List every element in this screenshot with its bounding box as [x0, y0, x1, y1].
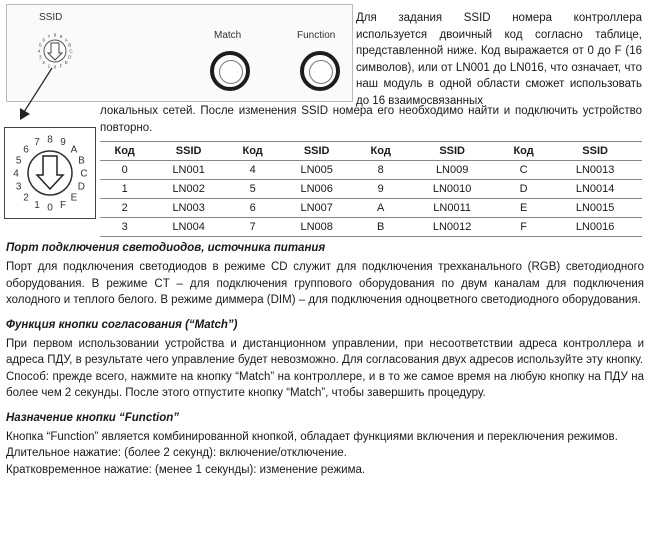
dial-digit: 3	[38, 54, 42, 60]
table-cell: 6	[228, 199, 277, 218]
dial-digit: 8	[47, 134, 53, 146]
header-ssid: SSID	[277, 142, 356, 161]
dial-digit: E	[64, 59, 68, 65]
paragraph: Длительное нажатие: (более 2 секунд): включение/отключение.	[6, 447, 347, 459]
section-title: Порт подключения светодиодов, источника питания	[6, 242, 326, 254]
paragraph: Порт для подключения светодиодов в режиме CD служит для подключения трехканального (RGB) светодиодного оборудования. В режиме CT – для подключения группового оборудования по двум каналам для подключения холодного и теплого белого. В режиме диммера (DIM) – для подключения одноцветного светодиодного оборудования.	[6, 261, 644, 306]
header-code: Код	[228, 142, 277, 161]
table-cell: LN002	[149, 180, 228, 199]
table-cell: LN008	[277, 218, 356, 237]
ssid-table	[100, 141, 642, 237]
table-row	[100, 180, 642, 199]
dial-digit: 7	[47, 33, 51, 39]
table-cell: LN005	[277, 161, 356, 180]
header-code: Код	[100, 142, 149, 161]
dial-digit: 5	[15, 155, 22, 167]
match-button[interactable]	[210, 51, 250, 91]
dial-digit: 2	[23, 192, 29, 204]
table-cell: LN0013	[548, 161, 642, 180]
dial-digit: 0	[47, 202, 53, 214]
dial-digit: B	[68, 42, 72, 48]
dial-digit: 7	[34, 137, 40, 149]
table-cell: LN006	[277, 180, 356, 199]
table-cell: A	[356, 199, 405, 218]
table-cell: 5	[228, 180, 277, 199]
dial-digit: D	[77, 181, 86, 193]
table-cell: 3	[100, 218, 149, 237]
table-cell: LN003	[149, 199, 228, 218]
dial-digit: 2	[42, 59, 45, 65]
dial-digit: 9	[60, 137, 66, 149]
device-figure	[0, 0, 650, 233]
dial-digit: 4	[37, 48, 41, 54]
table-cell: E	[499, 199, 548, 218]
dial-digit: F	[59, 63, 63, 69]
intro-text-continued: локальных сетей. После изменения SSID номера его необходимо найти и подключить устройство повторно.	[100, 105, 642, 134]
intro-text: Для задания SSID номера контроллера используется двоичный код согласно таблице, представленной ниже. Код выражается от 0 до F (16 символов), или от LN001 до LN016, что означает, что наш модуль в одной области сможет использовать до 16 взаимосвязанных	[356, 12, 642, 107]
table-cell: LN0012	[405, 218, 499, 237]
table-cell: LN007	[277, 199, 356, 218]
table-row	[100, 161, 642, 180]
table-header-row	[100, 142, 642, 161]
paragraph: Способ: прежде всего, нажмите на кнопку “Match” на контроллере, и в то же самое время на любую кнопку на ПДУ на более чем 2 секунды. После этого отпустите кнопку “Match”, чтобы завершить процедуру.	[6, 370, 644, 399]
header-ssid: SSID	[149, 142, 228, 161]
arrow-icon	[0, 60, 80, 130]
table-cell: 2	[100, 199, 149, 218]
section-title: Функция кнопки согласования (“Match”)	[6, 318, 238, 331]
dial-digit: 9	[59, 33, 63, 39]
table-row	[100, 218, 642, 237]
dial-digit: 1	[34, 199, 40, 211]
table-cell: D	[499, 180, 548, 199]
dial-digit: 6	[42, 37, 45, 43]
table-cell: 1	[100, 180, 149, 199]
header-code: Код	[356, 142, 405, 161]
dial-digit: A	[70, 144, 78, 156]
function-button[interactable]	[300, 51, 340, 91]
table-cell: LN0011	[405, 199, 499, 218]
dial-digit: C	[69, 48, 73, 54]
dial-digit: 8	[53, 32, 57, 38]
match-label: Match	[214, 30, 242, 41]
header-ssid: SSID	[548, 142, 642, 161]
table-cell: LN0016	[548, 218, 642, 237]
dial-digit: B	[78, 155, 85, 167]
table-cell: C	[499, 161, 548, 180]
table-cell: LN004	[149, 218, 228, 237]
table-cell: LN001	[149, 161, 228, 180]
dial-digit: F	[59, 199, 67, 211]
ssid-label: SSID	[39, 12, 63, 23]
header-code: Код	[499, 142, 548, 161]
table-row	[100, 199, 642, 218]
dial-digit: E	[70, 192, 78, 204]
section-led-port	[6, 242, 644, 309]
dial-digit: 5	[38, 42, 42, 48]
table-cell: LN0010	[405, 180, 499, 199]
table-cell: F	[499, 218, 548, 237]
dial-digit: D	[68, 54, 72, 60]
dial-digit: A	[64, 37, 68, 43]
ssid-dial-large	[4, 127, 96, 219]
section-function-button	[6, 412, 644, 479]
table-cell: 9	[356, 180, 405, 199]
table-cell: 8	[356, 161, 405, 180]
paragraph: Кратковременное нажатие: (менее 1 секунды): изменение режима.	[6, 463, 366, 476]
table-cell: 0	[100, 161, 149, 180]
dial-digit: 1	[47, 63, 51, 69]
table-cell: LN0015	[548, 199, 642, 218]
paragraph: Кнопка “Function” является комбинированной кнопкой, обладает функциями включения и переключения режимов.	[6, 430, 618, 443]
function-label: Function	[297, 30, 336, 41]
dial-digit: C	[80, 168, 88, 180]
dial-digit: 0	[53, 64, 57, 70]
table-cell: 7	[228, 218, 277, 237]
table-cell: B	[356, 218, 405, 237]
table-cell: LN009	[405, 161, 499, 180]
table-cell: 4	[228, 161, 277, 180]
dial-digit: 6	[23, 144, 29, 156]
ssid-dial-large-icon	[5, 128, 95, 218]
instructions-content	[6, 242, 644, 488]
header-ssid: SSID	[405, 142, 499, 161]
dial-digit: 4	[13, 168, 19, 180]
section-title: Назначение кнопки “Function”	[6, 411, 180, 424]
dial-digit: 3	[15, 181, 22, 193]
section-match-button	[6, 319, 644, 402]
paragraph: При первом использовании устройства и дистанционном управлении, при несоответствии адреса контроллера и адреса ПДУ, в результате чего управление будет невозможно. Для согласования двух адресов используйте эту кнопку.	[6, 337, 644, 366]
table-cell: LN0014	[548, 180, 642, 199]
